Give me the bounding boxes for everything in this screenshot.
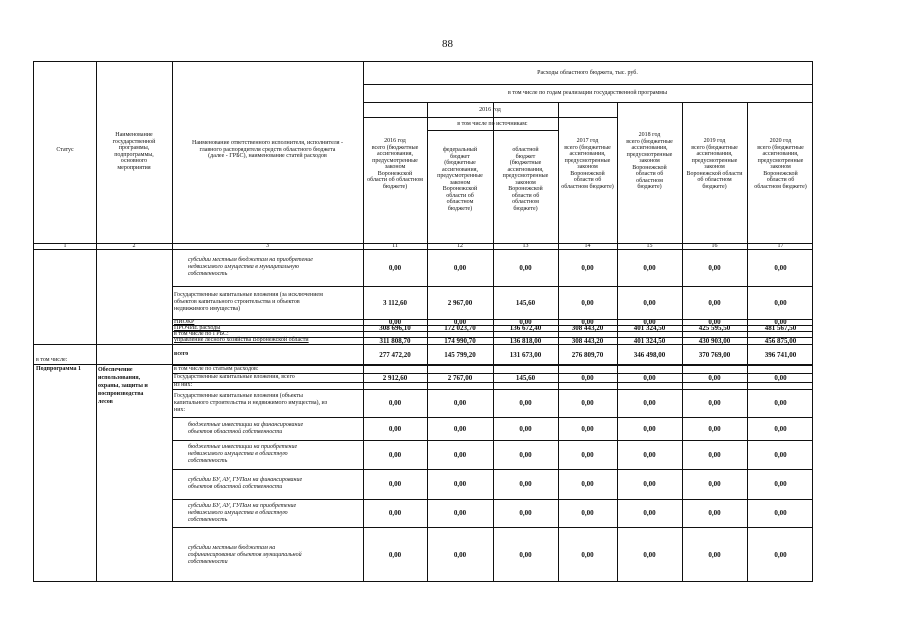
row-value: 145,60: [515, 373, 536, 382]
row-label: Государственные капитальные вложения (за исключением объектов капитального строительства и объектов недвижимого имущества): [174, 292, 323, 312]
row-value: 0,00: [643, 298, 656, 307]
row-value: 0,00: [388, 424, 402, 433]
row-value: 0,00: [581, 318, 594, 326]
row-value: 0,00: [774, 399, 787, 407]
row-value: 430 903,00: [698, 336, 731, 345]
row-label: бюджетные инвестиции на финансирование объектов областной собственности: [188, 421, 304, 435]
row-label: субсидии БУ, АУ, ГУПам на приобретение недвижимого имущества в областную собственность: [188, 502, 297, 523]
row-value: 145 799,20: [444, 350, 476, 359]
row-value: 0,00: [708, 263, 721, 272]
header-expenses-title: Расходы областного бюджета, тыс. руб.: [537, 70, 638, 76]
row-value: 0,00: [453, 450, 467, 459]
colnum-2: 2: [132, 243, 136, 249]
row-value: 0,00: [581, 399, 594, 407]
row-label: НИОКР: [174, 319, 195, 325]
row-value: 0,00: [581, 450, 594, 459]
header-2016-total: 2016 год всего (бюджетные ассигнования, предусмотренные законом Воронежской области об областном бюджете): [367, 138, 423, 190]
header-program: Наименование государственной программы, подпрограммы, основного мероприятия: [112, 132, 156, 171]
row-value: 0,00: [643, 399, 656, 407]
row-value: 0,00: [581, 424, 594, 433]
including-label: в том числе:: [36, 357, 68, 363]
header-2018: 2018 год всего (бюджетные ассигнования, предусмотренные законом Воронежской области об областном бюджете): [626, 132, 673, 190]
row-value: 0,00: [453, 424, 467, 433]
header-executor: Наименование ответственного исполнителя, исполнителя - главного распорядителя средств областного бюджета (далее - ГРБС), наименование статей расходов: [192, 140, 343, 159]
header-2019: 2019 год всего (бюджетные ассигнования, предусмотренные законом Воронежской области об областном бюджете): [686, 138, 743, 190]
row-value: 0,00: [774, 318, 787, 326]
row-label: Государственные капитальные вложения, всего: [174, 374, 295, 380]
row-value: 0,00: [643, 373, 656, 382]
row-label: Государственные капитальные вложения (объекты капитального строительства и недвижимого имущества), из них:: [174, 392, 328, 413]
row-value: 456 875,00: [764, 336, 797, 345]
row-value: 0,00: [388, 450, 402, 459]
colnum-12: 12: [457, 243, 463, 249]
subprogram-status: Подпрограмма 1: [36, 366, 82, 372]
budget-table: [33, 61, 813, 582]
row-value: 481 567,50: [764, 324, 797, 332]
row-value: 0,00: [708, 399, 721, 407]
row-divider: [172, 389, 812, 390]
row-value: 0,00: [388, 480, 402, 488]
row-divider: [172, 286, 812, 287]
row-value: 0,00: [453, 551, 467, 559]
header-2016-federal: федеральный бюджет (бюджетные ассигнования, предусмотренные законом Воронежской области об областном бюджете): [437, 147, 483, 212]
row-value: 311 808,70: [379, 336, 411, 345]
row-label: в том числе по статьям расходов:: [174, 365, 259, 372]
row-value: 0,00: [708, 298, 721, 307]
row-value: 0,00: [774, 263, 787, 272]
row-value: 3 112,60: [382, 298, 408, 307]
row-value: 0,00: [774, 373, 787, 382]
row-value: 401 324,50: [633, 324, 666, 332]
header-year-2016: 2016 год: [479, 107, 501, 113]
row-label: в том числе по ГРБС:: [174, 331, 229, 337]
row-value: 0,00: [453, 399, 467, 407]
row-value: 346 498,00: [633, 350, 666, 359]
row-label: субсидии местным бюджетам на софинансирование объектов муниципальной собственности: [188, 544, 302, 565]
row-value: 0,00: [708, 551, 721, 559]
row-value: 0,00: [643, 450, 656, 459]
row-value: 174 990,70: [444, 336, 476, 345]
row-value: 0,00: [519, 551, 532, 559]
row-value: 136 818,00: [509, 336, 542, 345]
row-value: 0,00: [388, 399, 402, 407]
colnum-14: 14: [584, 243, 591, 249]
row-value: 145,60: [515, 298, 536, 307]
row-value: 0,00: [519, 263, 532, 272]
row-value: 0,00: [774, 480, 787, 488]
row-label: всего: [174, 351, 189, 357]
header-2020: 2020 год всего (бюджетные ассигнования, предусмотренные законом Воронежской области об областном бюджете): [754, 138, 807, 190]
row-value: 172 023,70: [444, 324, 476, 332]
row-value: 2 967,00: [447, 298, 473, 307]
row-label: субсидии местным бюджетам на приобретение недвижимого имущества в муниципальную собственность: [188, 257, 313, 277]
row-value: 277 472,20: [379, 350, 411, 359]
row-value: 0,00: [774, 450, 787, 459]
row-value: 131 673,00: [509, 350, 542, 359]
row-value: 0,00: [708, 318, 721, 326]
header-2017: 2017 год всего (бюджетные ассигнования, предусмотренные законом Воронежской области об областном бюджете): [561, 138, 614, 190]
row-value: 0,00: [581, 373, 594, 382]
subprogram-name: Обеспечение использования, охраны, защиты и воспроизводства лесов: [98, 367, 148, 405]
row-value: 0,00: [519, 480, 532, 488]
row-value: 396 741,00: [764, 350, 797, 359]
row-divider: [172, 527, 812, 528]
row-label: бюджетные инвестиции на приобретение недвижимого имущества в областную собственность: [188, 444, 298, 464]
colnum-3: 3: [266, 243, 269, 249]
row-divider: [172, 417, 812, 418]
row-value: 0,00: [708, 424, 721, 433]
row-divider: [172, 440, 812, 441]
header-of-sources: в том числе по источникам:: [457, 121, 528, 127]
row-value: 0,00: [519, 318, 532, 326]
row-value: 0,00: [643, 263, 656, 272]
row-value: 308 443,20: [571, 336, 604, 345]
row-value: 401 324,50: [633, 336, 666, 345]
row-value: 0,00: [708, 450, 721, 459]
row-value: 0,00: [774, 509, 787, 517]
row-value: 0,00: [708, 480, 721, 488]
row-divider: [172, 499, 812, 500]
row-value: 0,00: [519, 450, 532, 459]
row-value: 0,00: [581, 298, 594, 307]
row-value: 425 595,50: [698, 324, 731, 332]
header-by-years: в том числе по годам реализации государственной программы: [507, 90, 667, 96]
row-value: 0,00: [581, 263, 594, 272]
row-value: 370 769,00: [698, 350, 731, 359]
row-value: 0,00: [388, 551, 402, 559]
row-value: 0,00: [519, 424, 532, 433]
row-value: 0,00: [388, 318, 402, 326]
row-value: 2 912,60: [382, 373, 408, 382]
colnum-11: 11: [392, 243, 398, 249]
row-value: 0,00: [453, 509, 467, 517]
colnum-17: 17: [777, 243, 784, 249]
row-value: 0,00: [708, 509, 721, 517]
row-value: 0,00: [581, 480, 594, 488]
row-value: 308 696,10: [379, 324, 411, 332]
header-2016-regional: областной бюджет (бюджетные ассигнования, предусмотренные законом Воронежской области об областном бюджете): [502, 147, 549, 212]
row-value: 0,00: [519, 399, 532, 407]
row-label: субсидии БУ, АУ, ГУПам на финансирование объектов областной собственности: [188, 477, 303, 490]
row-label: из них:: [174, 382, 193, 388]
row-value: 0,00: [774, 298, 787, 307]
row-value: 0,00: [643, 424, 656, 433]
row-value: 0,00: [581, 551, 594, 559]
row-value: 0,00: [774, 424, 787, 433]
row-value: 0,00: [708, 373, 721, 382]
header-status: Статус: [56, 147, 74, 153]
row-divider: [34, 364, 812, 365]
row-value: 0,00: [453, 480, 467, 488]
colnum-16: 16: [711, 243, 718, 249]
row-value: 2 767,00: [447, 373, 473, 382]
row-value: 308 443,20: [571, 324, 604, 332]
colnum-15: 15: [646, 243, 653, 249]
row-value: 0,00: [643, 480, 656, 488]
row-label: управление лесного хозяйства Воронежской области: [174, 337, 309, 343]
row-value: 0,00: [643, 318, 656, 326]
row-value: 0,00: [453, 263, 467, 272]
row-value: 0,00: [388, 509, 402, 517]
row-value: 0,00: [643, 509, 656, 517]
colnum-13: 13: [522, 243, 529, 249]
colnum-1: 1: [63, 243, 67, 249]
page-number: 88: [442, 38, 453, 50]
row-value: 0,00: [453, 318, 467, 326]
row-value: 0,00: [519, 509, 532, 517]
row-divider: [172, 469, 812, 470]
row-value: 0,00: [643, 551, 656, 559]
row-value: 0,00: [774, 551, 787, 559]
row-value: 0,00: [581, 509, 594, 517]
row-label: ПРОЧИЕ расходы: [174, 325, 221, 331]
row-value: 276 809,70: [571, 350, 604, 359]
row-value: 136 672,40: [509, 324, 542, 332]
row-value: 0,00: [388, 263, 402, 272]
